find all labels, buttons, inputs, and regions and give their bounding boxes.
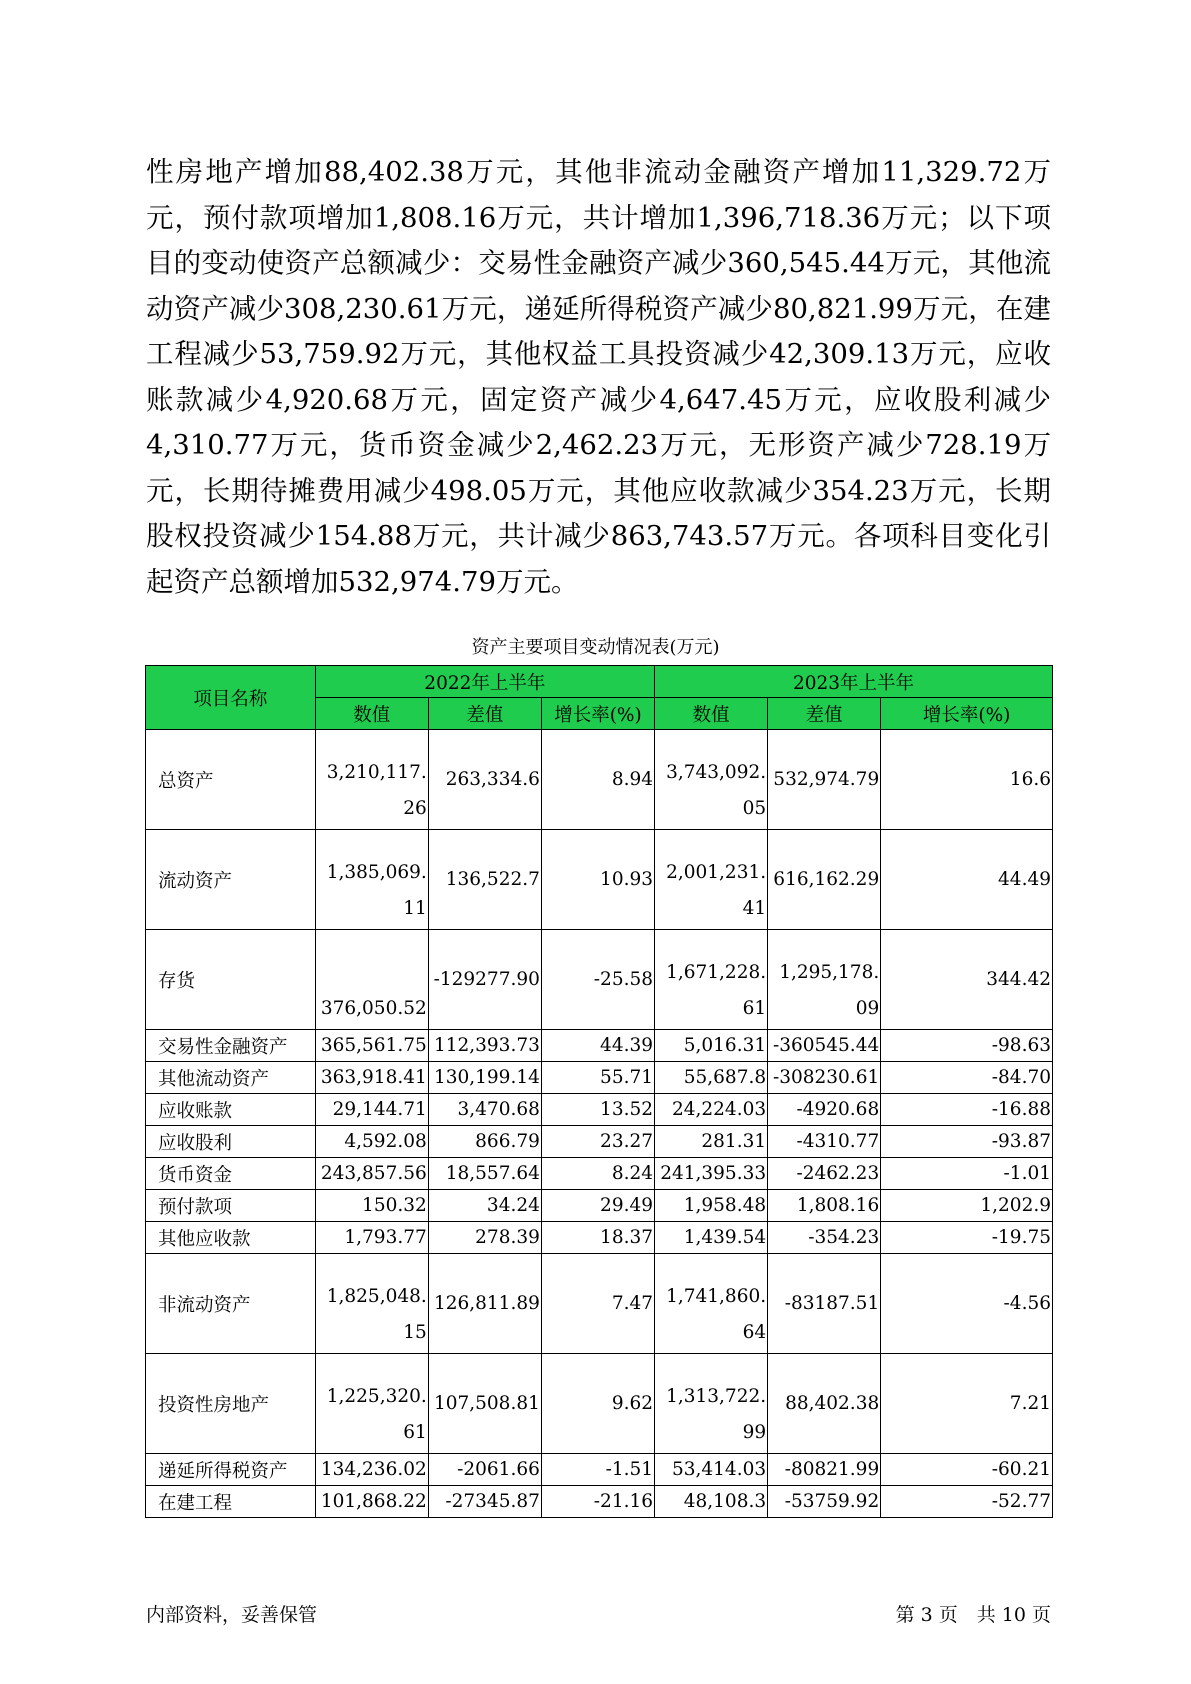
table-row (146, 730, 1053, 830)
cell-value: 7.47 (541, 1254, 654, 1354)
row-label: 存货 (146, 930, 316, 1030)
cell-value: -2462.23 (768, 1158, 881, 1190)
cell-value: 130,199.14 (428, 1062, 541, 1094)
table-row (146, 830, 1053, 930)
cell-value: -53759.92 (768, 1486, 881, 1518)
cell-value: -27345.87 (428, 1486, 541, 1518)
row-label: 投资性房地产 (146, 1354, 316, 1454)
cell-value: 2,001,231.41 (655, 830, 768, 930)
row-label: 应收账款 (146, 1094, 316, 1126)
row-label: 在建工程 (146, 1486, 316, 1518)
table-caption: 资产主要项目变动情况表(万元) (471, 637, 720, 658)
cell-value: -80821.99 (768, 1454, 881, 1486)
cell-value: 16.6 (881, 730, 1053, 830)
cell-value: 5,016.31 (655, 1030, 768, 1062)
header-growth-2023: 增长率(%) (881, 698, 1053, 730)
row-label: 交易性金融资产 (146, 1030, 316, 1062)
cell-value: -2061.66 (428, 1454, 541, 1486)
cell-value: -83187.51 (768, 1254, 881, 1354)
asset-change-table (145, 665, 1053, 1518)
cell-value: 363,918.41 (315, 1062, 428, 1094)
header-value-2023: 数值 (655, 698, 768, 730)
table-row (146, 1030, 1053, 1062)
cell-value: 344.42 (881, 930, 1053, 1030)
cell-value: 88,402.38 (768, 1354, 881, 1454)
cell-value: 29,144.71 (315, 1094, 428, 1126)
table-row (146, 930, 1053, 1030)
header-growth-2022: 增长率(%) (541, 698, 654, 730)
cell-value: 44.39 (541, 1030, 654, 1062)
cell-value: 8.94 (541, 730, 654, 830)
cell-value: -84.70 (881, 1062, 1053, 1094)
cell-value: 1,385,069.11 (315, 830, 428, 930)
cell-value: 136,522.7 (428, 830, 541, 930)
cell-value: 1,825,048.15 (315, 1254, 428, 1354)
table-row (146, 1062, 1053, 1094)
cell-value: -4920.68 (768, 1094, 881, 1126)
cell-value: 23.27 (541, 1126, 654, 1158)
cell-value: 1,295,178.09 (768, 930, 881, 1030)
cell-value: 1,225,320.61 (315, 1354, 428, 1454)
header-diff-2022: 差值 (428, 698, 541, 730)
cell-value: 1,313,722.99 (655, 1354, 768, 1454)
cell-value: 7.21 (881, 1354, 1053, 1454)
cell-value: -60.21 (881, 1454, 1053, 1486)
cell-value: 134,236.02 (315, 1454, 428, 1486)
cell-value: 107,508.81 (428, 1354, 541, 1454)
cell-value: -25.58 (541, 930, 654, 1030)
header-period-2023: 2023年上半年 (655, 666, 1053, 698)
cell-value: -1.51 (541, 1454, 654, 1486)
cell-value: 44.49 (881, 830, 1053, 930)
cell-value: -308230.61 (768, 1062, 881, 1094)
row-label: 递延所得税资产 (146, 1454, 316, 1486)
cell-value: -19.75 (881, 1222, 1053, 1254)
cell-value: -52.77 (881, 1486, 1053, 1518)
cell-value: 243,857.56 (315, 1158, 428, 1190)
table-row (146, 1190, 1053, 1222)
cell-value: 112,393.73 (428, 1030, 541, 1062)
row-label: 预付款项 (146, 1190, 316, 1222)
cell-value: 263,334.6 (428, 730, 541, 830)
cell-value: -354.23 (768, 1222, 881, 1254)
cell-value: 48,108.3 (655, 1486, 768, 1518)
cell-value: -16.88 (881, 1094, 1053, 1126)
table-row (146, 1094, 1053, 1126)
table-row (146, 1158, 1053, 1190)
cell-value: 866.79 (428, 1126, 541, 1158)
header-diff-2023: 差值 (768, 698, 881, 730)
cell-value: 55.71 (541, 1062, 654, 1094)
cell-value: 365,561.75 (315, 1030, 428, 1062)
cell-value: 10.93 (541, 830, 654, 930)
cell-value: -21.16 (541, 1486, 654, 1518)
cell-value: -98.63 (881, 1030, 1053, 1062)
body-paragraph: 性房地产增加88,402.38万元，其他非流动金融资产增加11,329.72万元，预付款项增加1,808.16万元，共计增加1,396,718.36万元；以下项目的变动使资产总额减少：交易性金融资产减少360,545.44万元，其他流动资产减少308,230.61万元，递延所得税资产减少80,821.99万元，在建工程减少53,759.92万元，其他权益工具投资减少42,309.13万元，应收账款减少4,920.68万元，固定资产减少4,647.45万元，应收股利减少4,310.77万元，货币资金减少2,462.23万元，无形资产减少728.19万元，长期待摊费用减少498.05万元，其他应收款减少354.23万元，长期股权投资减少154.88万元，共计减少863,743.57万元。各项科目变化引起资产总额增加532,974.79万元。 (146, 156, 1051, 598)
footer-confidential: 内部资料，妥善保管 (146, 1604, 318, 1626)
cell-value: 376,050.52 (315, 930, 428, 1030)
cell-value: 1,439.54 (655, 1222, 768, 1254)
row-label: 非流动资产 (146, 1254, 316, 1354)
cell-value: 281.31 (655, 1126, 768, 1158)
cell-value: 278.39 (428, 1222, 541, 1254)
cell-value: 1,808.16 (768, 1190, 881, 1222)
row-label: 其他流动资产 (146, 1062, 316, 1094)
cell-value: 55,687.8 (655, 1062, 768, 1094)
cell-value: -1.01 (881, 1158, 1053, 1190)
cell-value: -360545.44 (768, 1030, 881, 1062)
cell-value: 1,958.48 (655, 1190, 768, 1222)
cell-value: 126,811.89 (428, 1254, 541, 1354)
cell-value: 3,470.68 (428, 1094, 541, 1126)
cell-value: -4310.77 (768, 1126, 881, 1158)
cell-value: 34.24 (428, 1190, 541, 1222)
cell-value: 3,210,117.26 (315, 730, 428, 830)
cell-value: 532,974.79 (768, 730, 881, 830)
cell-value: -129277.90 (428, 930, 541, 1030)
table-row (146, 1222, 1053, 1254)
cell-value: 241,395.33 (655, 1158, 768, 1190)
table-row (146, 1254, 1053, 1354)
table-row (146, 1486, 1053, 1518)
row-label: 货币资金 (146, 1158, 316, 1190)
cell-value: 8.24 (541, 1158, 654, 1190)
table-row (146, 1454, 1053, 1486)
row-label: 总资产 (146, 730, 316, 830)
cell-value: 9.62 (541, 1354, 654, 1454)
header-value-2022: 数值 (315, 698, 428, 730)
table-row (146, 1126, 1053, 1158)
cell-value: -4.56 (881, 1254, 1053, 1354)
cell-value: 4,592.08 (315, 1126, 428, 1158)
row-label: 应收股利 (146, 1126, 316, 1158)
cell-value: 3,743,092.05 (655, 730, 768, 830)
cell-value: 150.32 (315, 1190, 428, 1222)
cell-value: 616,162.29 (768, 830, 881, 930)
cell-value: 29.49 (541, 1190, 654, 1222)
cell-value: 24,224.03 (655, 1094, 768, 1126)
cell-value: 1,741,860.64 (655, 1254, 768, 1354)
row-label: 其他应收款 (146, 1222, 316, 1254)
cell-value: 53,414.03 (655, 1454, 768, 1486)
header-item-name: 项目名称 (146, 666, 316, 730)
cell-value: 18,557.64 (428, 1158, 541, 1190)
row-label: 流动资产 (146, 830, 316, 930)
cell-value: 18.37 (541, 1222, 654, 1254)
cell-value: 1,793.77 (315, 1222, 428, 1254)
footer-page-number: 第 3 页 共 10 页 (895, 1604, 1051, 1626)
cell-value: 1,202.9 (881, 1190, 1053, 1222)
cell-value: 1,671,228.61 (655, 930, 768, 1030)
cell-value: 13.52 (541, 1094, 654, 1126)
table-row (146, 1354, 1053, 1454)
cell-value: 101,868.22 (315, 1486, 428, 1518)
cell-value: -93.87 (881, 1126, 1053, 1158)
header-period-2022: 2022年上半年 (315, 666, 654, 698)
